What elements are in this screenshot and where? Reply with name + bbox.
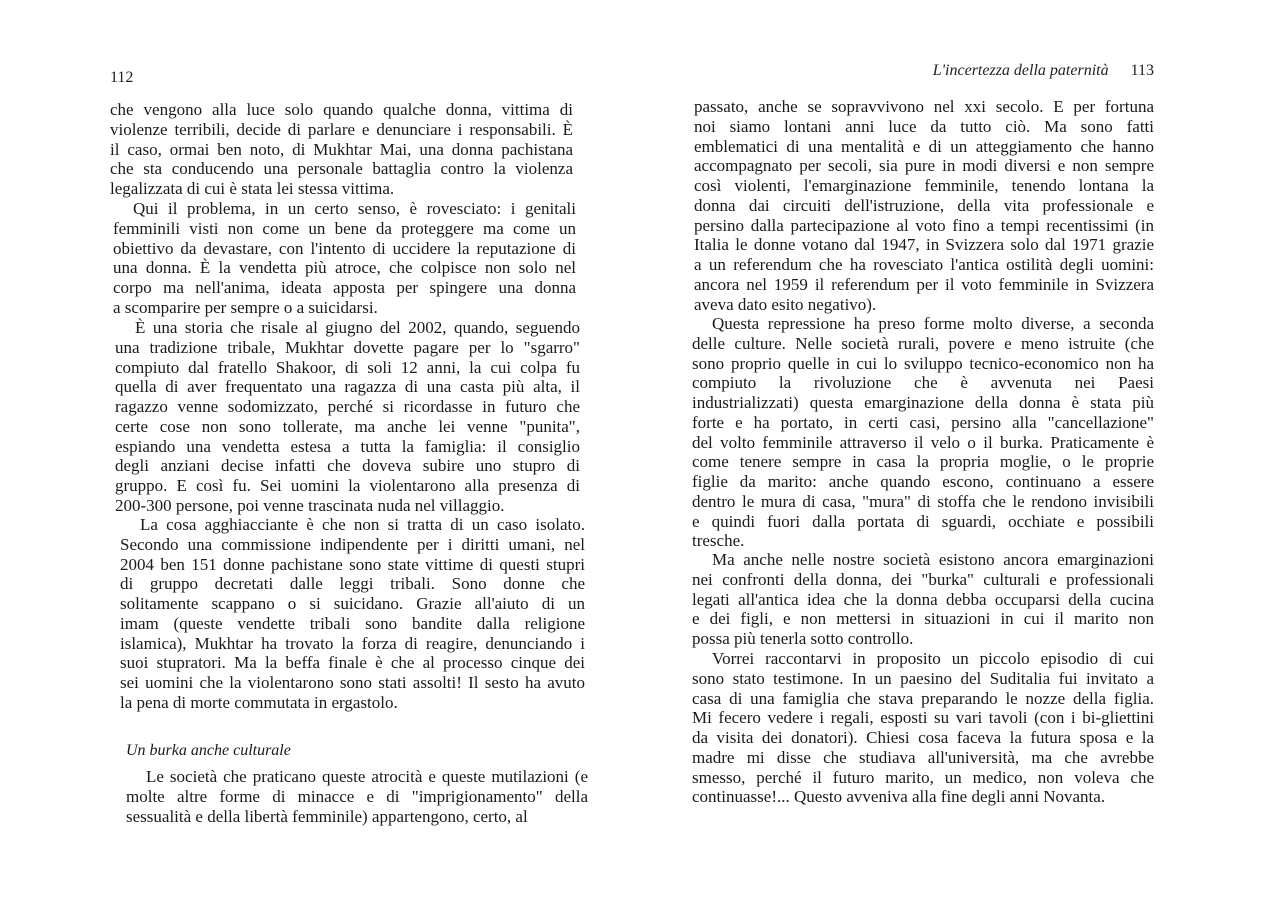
text-line: gruppo. E così fu. Sei uomini la violentarono alla presenza di — [115, 476, 580, 495]
page-number: 112 — [110, 69, 134, 86]
right-page — [640, 0, 1280, 905]
text-line: islamica), Mukhtar ha trovato la forza di reagire, denunciando i — [120, 633, 585, 653]
text-line: solitamente scappano o si suicidano. Grazie all'aiuto di un — [120, 594, 585, 613]
paragraph — [692, 314, 1154, 551]
text-line: continuasse!... Questo avveniva alla fine degli anni Novanta. — [692, 787, 1106, 807]
text-line: a scomparire per sempre o a suicidarsi. — [113, 297, 378, 317]
text-line: 2004 ben 151 donne pachistane sono state vittime di questi stupri — [120, 554, 585, 574]
paragraph — [120, 515, 585, 713]
text-line: Secondo una commissione indipendente per i diritti umani, nel — [120, 534, 585, 554]
text-line: quella di aver frequentato una ragazza di una casta più alta, il — [115, 377, 580, 397]
text-line: che vengono alla luce solo quando qualche donna, vittima di — [110, 100, 573, 119]
text-line: nei confronti della donna, dei "burka" culturali e professionali — [692, 569, 1154, 589]
chapter-title: L'incertezza della paternità — [932, 62, 1109, 79]
section-heading: Un burka anche culturale — [126, 742, 291, 759]
text-line: 200-300 persone, poi venne trascinata nuda nel villaggio. — [115, 495, 505, 515]
text-line: tresche. — [692, 531, 745, 551]
text-line: che sta conducendo una personale battaglia contro la violenza — [110, 159, 573, 179]
text-line: molte altre forme di minacce e di "imprigionamento" della — [126, 786, 588, 806]
text-line: aveva dato esito negativo). — [694, 294, 877, 314]
text-line: sono proprio quelle in cui lo sviluppo tecnico-economico non ha — [692, 353, 1154, 373]
text-line: emblematici di una mentalità e di un atteggiamento che hanno — [694, 136, 1154, 156]
text-line: una donna. È la vendetta più atroce, che colpisce non solo nel — [113, 258, 576, 278]
text-line: il caso, ormai ben noto, di Mukhtar Mai, una donna pachistana — [110, 139, 573, 159]
running-head — [933, 62, 1154, 80]
text-line: passato, anche se sopravvivono nel xxi secolo. E per fortuna — [694, 97, 1154, 116]
text-line: Questa repressione ha preso forme molto diverse, a seconda — [712, 314, 1154, 333]
text-line: figlie da marito: anche quando escono, continuano a essere — [692, 472, 1154, 491]
text-line: così violenti, l'emarginazione femminile, tenendo lontana la — [694, 176, 1154, 195]
text-line: espiando una vendetta estesa a tutta la famiglia: il consiglio — [115, 436, 580, 456]
paragraph — [692, 649, 1154, 807]
paragraph — [110, 100, 573, 199]
text-line: noi siamo lontani anni luce da tutto ciò. Ma sono fatti — [694, 116, 1154, 136]
text-line: È una storia che risale al giugno del 2002, quando, seguendo — [135, 318, 580, 337]
text-line: sei uomini che la violentarono sono stati assolti! Il sesto ha avuto — [120, 673, 585, 692]
text-line: la pena di morte commutata in ergastolo. — [120, 692, 398, 712]
text-line: violenze terribili, decide di parlare e denunciare i responsabili. È — [110, 119, 573, 139]
text-line: delle culture. Nelle società rurali, povere e meno istruite (che — [692, 333, 1154, 353]
text-line: e quindi fuori dalla portata di sguardi, occhiate e possibili — [692, 511, 1154, 531]
text-line: persino dalla partecipazione al voto fino a tempi recentissimi (in — [694, 215, 1154, 235]
paragraph — [115, 318, 580, 516]
text-line: degli anziani decise infatti che doveva subire uno stupro di — [115, 456, 580, 476]
page-number: 113 — [1130, 62, 1154, 79]
text-line: femminili visti non come un bene da proteggere ma come un — [113, 218, 576, 238]
text-line: casa di una famiglia che stava preparando le nozze della figlia. — [692, 688, 1154, 708]
paragraph — [113, 199, 576, 318]
text-line: compiuto la rivoluzione che è avvenuta nei Paesi — [692, 373, 1154, 393]
paragraph — [694, 97, 1154, 314]
text-line: madre mi disse che studiava all'università, ma che avrebbe — [692, 747, 1154, 767]
text-line: sono stato testimone. In un paesino del Suditalia fui invitato a — [692, 668, 1154, 688]
text-line: di gruppo decretati dalle leggi tribali. Sono donne che — [120, 574, 585, 594]
text-line: Le società che praticano queste atrocità e queste mutilazioni (e — [146, 767, 588, 786]
text-line: Vorrei raccontarvi in proposito un piccolo episodio di cui — [712, 649, 1154, 668]
text-line: del volto femminile attraverso il velo o il burka. Praticamente è — [692, 432, 1154, 452]
text-line: una tradizione tribale, Mukhtar dovette pagare per lo "sgarro" — [115, 337, 580, 357]
text-line: come tenere sempre in casa la propria moglie, o le proprie — [692, 452, 1154, 472]
text-line: smesso, perché il futuro marito, un medico, non voleva che — [692, 767, 1154, 787]
text-line: obiettivo da devastare, con l'intento di uccidere la reputazione di — [113, 238, 576, 258]
text-line: certe cose non sono tollerate, ma anche lei venne "punita", — [115, 416, 580, 436]
text-line: Qui il problema, in un certo senso, è rovesciato: i genitali — [133, 199, 576, 218]
text-line: accompagnato per secoli, sia pure in modi diversi e non sempre — [694, 156, 1154, 176]
text-line: legalizzata di cui è stata lei stessa vittima. — [110, 179, 395, 198]
text-line: Italia le donne votano dal 1947, in Svizzera solo dal 1971 grazie — [694, 235, 1154, 255]
text-line: dentro le mura di casa, "mura" di stoffa che le rendono invisibili — [692, 491, 1154, 511]
paragraph — [692, 550, 1154, 649]
text-line: corpo ma nell'anima, ideata apposta per spingere una donna — [113, 278, 576, 297]
text-line: da visita dei donatori). Chiesi cosa faceva la futura sposa e la — [692, 728, 1154, 747]
text-line: imam (queste vendette tribali sono bandite dalla religione — [120, 613, 585, 633]
text-line: donna dai circuiti dell'istruzione, della vita professionale e — [694, 195, 1154, 215]
text-line: possa più tenerla sotto controllo. — [692, 629, 914, 648]
text-line: industrializzati) questa emarginazione della donna è stata più — [692, 393, 1154, 412]
text-line: forte e ha portato, in certi casi, persino alla "cancellazione" — [692, 412, 1154, 432]
text-line: Ma anche nelle nostre società esistono ancora emarginazioni — [712, 550, 1154, 569]
text-line: e dei figli, e non mettersi in situazioni in cui il marito non — [692, 609, 1154, 629]
paragraph — [126, 767, 588, 826]
text-line: a un referendum che ha rovesciato l'antica ostilità degli uomini: — [694, 255, 1154, 274]
text-line: Mi fecero vedere i regali, esposti su vari tavoli (con i bi-gliettini — [692, 708, 1154, 728]
text-line: suoi stupratori. Ma la beffa finale è che al processo cinque dei — [120, 653, 585, 673]
text-line: ancora nel 1959 il referendum per il voto femminile in Svizzera — [694, 274, 1154, 294]
text-line: sessualità e della libertà femminile) appartengono, certo, al — [126, 806, 528, 826]
text-line: ragazzo venne sodomizzato, perché si ricordasse in futuro che — [115, 397, 580, 416]
text-line: compiuto dal fratello Shakoor, di soli 12 anni, la cui colpa fu — [115, 357, 580, 377]
text-line: legati all'antica idea che la donna debba occuparsi della cucina — [692, 589, 1154, 609]
text-line: La cosa agghiacciante è che non si tratta di un caso isolato. — [140, 515, 585, 534]
